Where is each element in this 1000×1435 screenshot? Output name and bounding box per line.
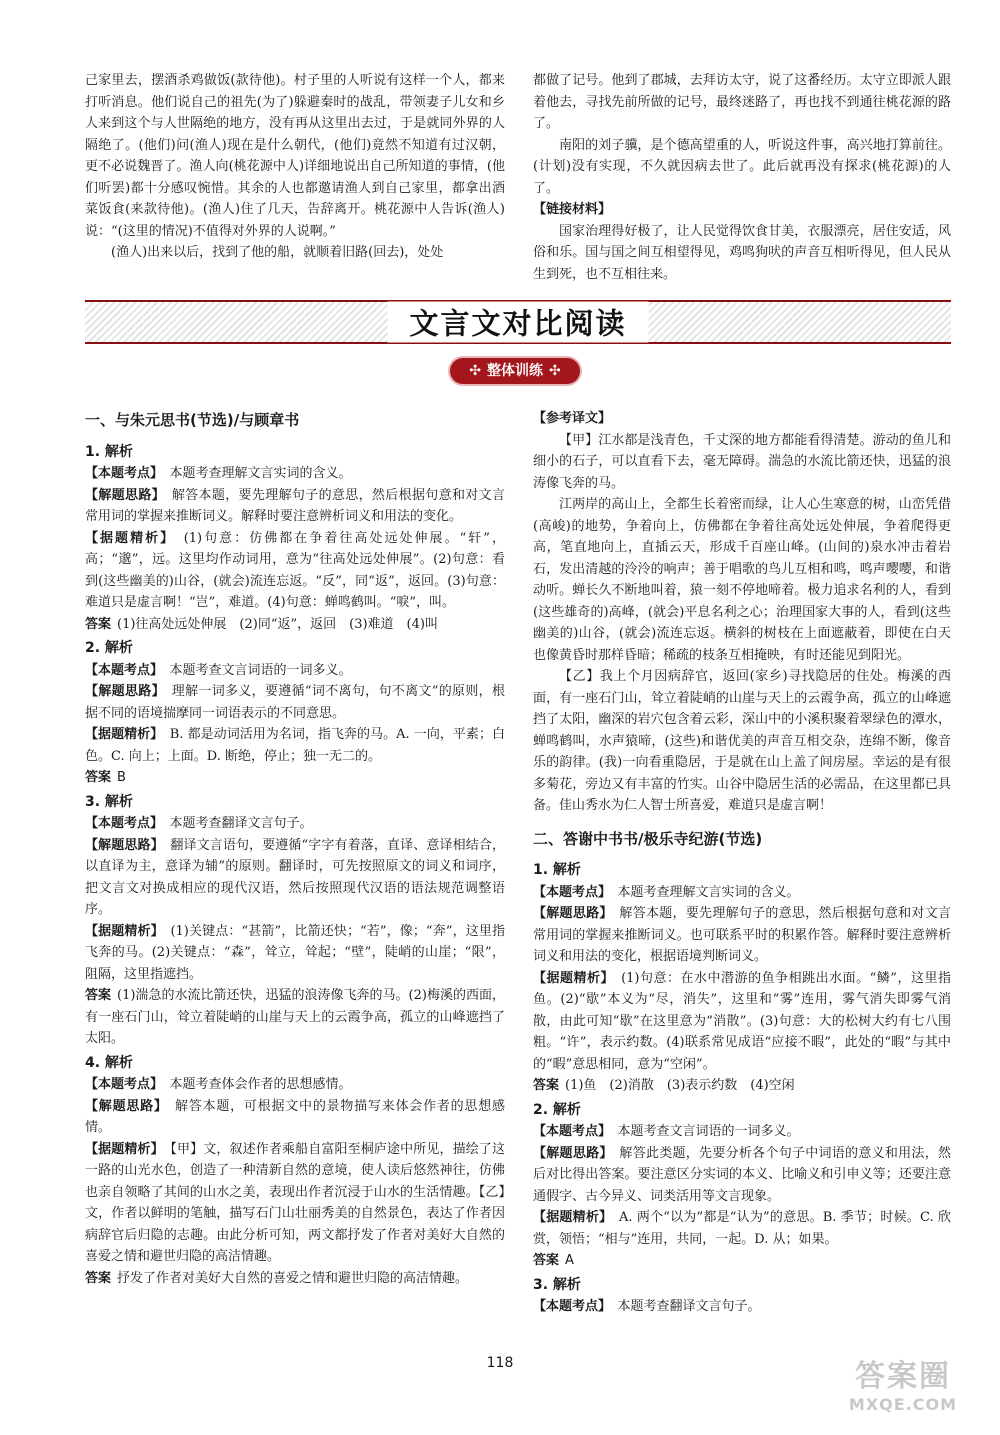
top-left-column	[85, 70, 505, 264]
bottom-left-column	[85, 408, 505, 1289]
answer-text: (1)往高处远处伸展 (2)同“返”，返回 (3)难道 (4)叫	[117, 616, 438, 632]
section-title: 一、与朱元思书(节选)/与顾章书	[85, 411, 300, 429]
answer-label: 答案	[85, 616, 112, 632]
question-heading: 4. 解析	[85, 1054, 133, 1071]
flower-icon: ✣	[549, 363, 561, 379]
jingxi-text: (1)关键点：“甚箭”，比箭还快；“若”，像；“奔”，这里指飞奔的马。(2)关键点：“森”，耸立，耸起；“壁”，陡峭的山崖；“限”，阻隔，这里指遮挡。	[85, 923, 505, 982]
kaodian-text: 本题考查理解文言实词的含义。	[169, 466, 352, 481]
paragraph: 南阳的刘子骥，是个德高望重的人，听说这件事，高兴地打算前往。(计划)没有实现，不久就因病去世了。此后就再没有探求(桃花源)的人了。	[533, 137, 951, 196]
translation-paragraph: 【乙】我上个月因病辞官，返回(家乡)寻找隐居的住处。梅溪的西面，有一座石门山，耸立着陡峭的山崖与天上的云霞争高，孤立的山峰遮挡了太阳，幽深的岩穴包含着云彩，深山中的小溪积聚着翠绿色的潭水，蝉鸣鹤叫，水声猿啼，(这些)和谐优美的声音互相交杂，连绵不断，像音乐的韵律。(我)一向看重隐居，于是就在山上盖了间房屋。幸运的是有很多菊花，旁边又有丰富的竹实。山谷中隐居生活的必需品，在这里都已具备。佳山秀水为仁人智士所喜爱，难道只是虚言啊！	[533, 669, 951, 813]
kaodian-label: 【本题考点】	[85, 1077, 157, 1092]
bottom-right-column	[533, 408, 951, 1318]
silu-text: 理解一词多义，要遵循“词不离句，句不离文”的原则，根据不同的语境揣摩同一词语表示的不同意思。	[85, 684, 505, 721]
question-heading: 2. 解析	[533, 1101, 581, 1118]
jingxi-label: 【据题精析】	[533, 970, 608, 986]
answer-label: 答案	[85, 1270, 112, 1286]
jingxi-label: 【据题精析】	[85, 530, 169, 546]
paragraph: (渔人)出来以后，找到了他的船，就顺着旧路(回去)，处处	[111, 245, 444, 260]
jingxi-label: 【据题精析】	[85, 727, 157, 742]
top-right-column	[533, 70, 951, 285]
reference-translation-label: 【参考译文】	[533, 411, 612, 426]
jingxi-label: 【据题精析】	[85, 923, 158, 939]
kaodian-text: 本题考查翻译文言句子。	[617, 1299, 761, 1314]
translation-paragraph: 【甲】江水都是浅青色，千丈深的地方都能看得清楚。游动的鱼儿和细小的石子，可以直看下去，毫无障碍。湍急的水流比箭还快，迅猛的浪涛像飞奔的马。	[533, 432, 951, 491]
translation-paragraph: 江两岸的高山上，全都生长着密而绿，让人心生寒意的树，山峦凭借(高峻)的地势，争着向上，仿佛都在争着往高处远处伸展，争着爬得更高，笔直地向上，直插云天，形成千百座山峰。(山间的)泉水冲击着岩石，发出清越的泠泠的响声；善于唱歌的鸟儿互相和鸣，鸣声嘤嘤，和谐动听。蝉长久不断地叫着，猿一刻不停地啼着。极力追求名利的人，看到(这些雄奇的)高峰，(就会)平息名利之心；治理国家大事的人，看到(这些幽美的)山谷，(就会)流连忘返。横斜的树枝在上面遮蔽着，即使在白天也像黄昏时那样昏暗；稀疏的枝条互相掩映，有时还能见到阳光。	[533, 497, 951, 663]
section-banner	[85, 300, 951, 344]
answer-text: 抒发了作者对美好大自然的喜爱之情和避世归隐的高洁情趣。	[117, 1270, 469, 1286]
question-heading: 3. 解析	[533, 1276, 581, 1293]
jingxi-label: 【据题精析】	[533, 1210, 606, 1225]
kaodian-label: 【本题考点】	[533, 1299, 605, 1314]
watermark-top: 答案圈	[855, 1359, 951, 1394]
question-heading: 1. 解析	[533, 862, 581, 878]
training-badge	[450, 358, 580, 384]
link-material-label: 【链接材料】	[533, 202, 612, 217]
silu-label: 【解题思路】	[533, 1145, 607, 1161]
kaodian-label: 【本题考点】	[85, 662, 157, 678]
jingxi-text: (1)句意：仿佛都在争着往高处远处伸展。“轩”，高；“邈”，远。这里均作动词用，意为“往高处远处伸展”。(2)句意：看到(这些幽美的)山谷，(就会)流连忘返。“反”，同“返”，返回。(3)句意：难道只是虚言啊！“岂”，难道。(4)句意：蝉鸣鹤叫。“唳”，叫。	[85, 530, 505, 610]
banner-title: 文言文对比阅读	[387, 302, 648, 343]
silu-text: 翻译文言语句，要遵循“字字有着落，直译、意译相结合，以直译为主，意译为辅”的原则。翻译时，可先按照原文的词义和词序，把文言文对换成相应的现代汉语，然后按照现代汉语的语法规范调整语序。	[85, 837, 505, 917]
kaodian-text: 本题考查翻译文言句子。	[169, 816, 313, 831]
jingxi-text: B. 都是动词活用为名词，指飞奔的马。A. 一向，平素；白色。C. 向上；上面。D. 断绝，停止；独一无二的。	[85, 727, 505, 764]
silu-label: 【解题思路】	[85, 487, 159, 503]
jingxi-label: 【据题精析】	[85, 1141, 158, 1157]
kaodian-text: 本题考查文言词语的一词多义。	[617, 1124, 800, 1139]
watermark-bottom: MXQE.COM	[848, 1395, 958, 1414]
answer-text: A	[565, 1253, 574, 1268]
watermark-logo	[828, 1359, 978, 1423]
question-heading: 1. 解析	[85, 443, 133, 460]
silu-label: 【解题思路】	[85, 837, 158, 853]
kaodian-label: 【本题考点】	[533, 1124, 605, 1139]
badge-label: 整体训练	[487, 363, 543, 379]
jingxi-text: (1)句意：在水中潜游的鱼争相跳出水面。“鳞”，这里指鱼。(2)“歇”本义为“尽，消失”，这里和“雾”连用，雾气消失即雾气消散，由此可知“歇”在这里意为“消散”。(3)句意：大的松树大约有七八围粗。“许”，表示约数。(4)联系常见成语“应接不暇”，此处的“暇”与其中的“暇”意思相同，意为“空闲”。	[533, 970, 951, 1072]
kaodian-label: 【本题考点】	[85, 466, 157, 481]
silu-label: 【解题思路】	[85, 684, 159, 699]
silu-label: 【解题思路】	[85, 1098, 162, 1114]
question-heading: 3. 解析	[85, 793, 133, 810]
page-number: 118	[486, 1355, 514, 1371]
kaodian-text: 本题考查文言词语的一词多义。	[169, 662, 352, 678]
kaodian-label: 【本题考点】	[533, 884, 605, 900]
silu-text: 解答本题，要先理解句子的意思，然后根据句意和对文言常用词的掌握来推断词义。解释时要注意辨析词义和用法的变化。	[85, 487, 505, 524]
answer-text: (1)湍急的水流比箭还快，迅猛的浪涛像飞奔的马。(2)梅溪的西面，有一座石门山，耸立着陡峭的山崖与天上的云霞争高，孤立的山峰遮挡了太阳。	[85, 988, 505, 1046]
answer-label: 答案	[533, 1253, 560, 1268]
answer-label: 答案	[533, 1078, 560, 1093]
jingxi-text: 【甲】文，叙述作者乘船自富阳至桐庐途中所见，描绘了这一路的山光水色，创造了一种清新自然的意境，使人读后悠然神往，仿佛也亲自领略了其间的山水之美，表现出作者沉浸于山水的生活情趣。【乙】文，作者以鲜明的笔触，描写石门山壮丽秀美的自然景色，表达了作者因病辞官后归隐的志趣。由此分析可知，两文都抒发了作者对美好大自然的喜爱之情和避世归隐的高洁情趣。	[85, 1141, 505, 1264]
answer-label: 答案	[85, 770, 112, 785]
answer-label: 答案	[85, 988, 112, 1003]
silu-text: 解答本题，要先理解句子的意思，然后根据句意和对文言常用词的掌握来推断词义。也可联系平时的积累作答。解释时要注意辨析词义和用法的变化，根据语境判断词义。	[533, 906, 951, 964]
answer-text: (1)鱼 (2)消散 (3)表示约数 (4)空闲	[565, 1078, 795, 1093]
paragraph: 都做了记号。他到了郡城，去拜访太守，说了这番经历。太守立即派人跟着他去，寻找先前所做的记号，最终迷路了，再也找不到通往桃花源的路了。	[533, 73, 951, 131]
silu-label: 【解题思路】	[533, 906, 607, 921]
jingxi-text: A. 两个“以为”都是“认为”的意思。B. 季节；时候。C. 欣赏，领悟；“相与”连用，共同，一起。D. 从；如果。	[533, 1210, 951, 1247]
section-title: 二、答谢中书书/极乐寺纪游(节选)	[533, 829, 763, 848]
silu-text: 解答此类题，先要分析各个句子中词语的意义和用法，然后对比得出答案。要注意区分实词的本义、比喻义和引申义等；还要注意通假字、古今异义、词类活用等文言现象。	[533, 1145, 951, 1204]
link-material-text: 国家治理得好极了，让人民觉得饮食甘美，衣服漂亮，居住安适，风俗和乐。国与国之间互相望得见，鸡鸣狗吠的声音互相听得见，但人民从生到死，也不互相往来。	[533, 223, 951, 282]
flower-icon: ✣	[469, 363, 481, 379]
answer-text: B	[117, 770, 126, 785]
question-heading: 2. 解析	[85, 640, 133, 656]
silu-text: 解答本题，可根据文中的景物描写来体会作者的思想感情。	[85, 1098, 505, 1135]
kaodian-text: 本题考查理解文言实词的含义。	[617, 884, 800, 900]
kaodian-text: 本题考查体会作者的思想感情。	[169, 1077, 352, 1092]
paragraph: 己家里去，摆酒杀鸡做饭(款待他)。村子里的人听说有这样一个人，都来打听消息。他们说自己的祖先(为了)躲避秦时的战乱，带领妻子儿女和乡人来到这个与人世隔绝的地方，没有再从这里出去过，于是就同外界的人隔绝了。(他们)问(渔人)现在是什么朝代，(他们)竟然不知道有过汉朝，更不必说魏晋了。渔人向(桃花源中人)详细地说出自己所知道的事情，(他们听罢)都十分感叹惋惜。其余的人也都邀请渔人到自己家里，都拿出酒菜饭食(来款待他)。(渔人)住了几天，告辞离开。桃花源中人告诉(渔人)说：“(这里的情况)不值得对外界的人说啊。”	[85, 73, 505, 239]
kaodian-label: 【本题考点】	[85, 816, 157, 831]
